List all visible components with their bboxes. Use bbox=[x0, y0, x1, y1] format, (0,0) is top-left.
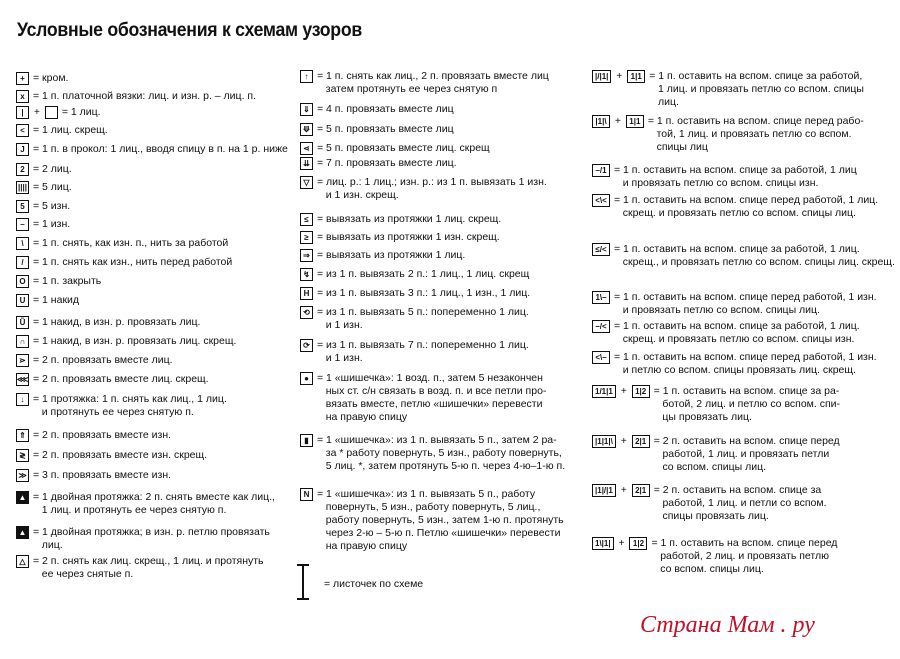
legend-text: = 1 п. закрыть bbox=[33, 275, 102, 287]
legend-text: = 1 п. оставить на вспом. спице перед работой, 2 лиц. и провязать петлю со вспом. спицы лиц. bbox=[651, 537, 838, 575]
col2-entry bbox=[300, 70, 549, 96]
cable-symbol-icon: 1|1 bbox=[627, 70, 645, 83]
stitch-symbol-icon: ⇊ bbox=[300, 157, 313, 170]
col3-symbol-icon bbox=[592, 385, 650, 398]
col3-entry bbox=[592, 115, 864, 154]
legend-text: = 5 п. провязать вместе лиц. скрещ bbox=[317, 142, 490, 154]
col1-entry bbox=[16, 469, 171, 482]
cable-symbol-icon: 1/1|1 bbox=[592, 385, 616, 398]
col2-symbol-icon bbox=[300, 103, 313, 116]
legend-text: = вывязать из протяжки 1 лиц. bbox=[317, 249, 466, 261]
stitch-symbol-icon: ⋘ bbox=[16, 373, 29, 386]
stitch-symbol-icon: ⟳ bbox=[300, 339, 313, 352]
stitch-symbol-icon: ⟱ bbox=[300, 123, 313, 136]
col1-entry bbox=[16, 218, 70, 231]
legend-text: = 2 п. провязать вместе изн. скрещ. bbox=[33, 449, 208, 461]
col1-symbol-icon bbox=[16, 393, 29, 406]
stitch-symbol-icon: + bbox=[16, 72, 29, 85]
col1-entry bbox=[16, 143, 288, 156]
legend-text: = 1 «шишечка»: 1 возд. п., затем 5 незакончен ных ст. с/н связать в возд. п. и все петли про- вязать вместе, петлю «шишечки» перевести на правую спицу bbox=[317, 372, 547, 423]
col3-symbol-icon bbox=[592, 320, 610, 333]
stitch-symbol-icon: – bbox=[16, 218, 29, 231]
col1-entry bbox=[16, 124, 108, 137]
col1-symbol-icon bbox=[16, 275, 29, 288]
col1-entry bbox=[16, 316, 200, 329]
col3-entry bbox=[592, 291, 877, 317]
legend-text: = 1 лиц. скрещ. bbox=[33, 124, 108, 136]
col1-entry bbox=[16, 294, 79, 307]
legend-text: = 1 п. оставить на вспом. спице за работой, 1 лиц и провязать петлю со вспом. спицы изн. bbox=[614, 164, 857, 189]
col2-entry bbox=[300, 306, 529, 332]
col2-entry bbox=[300, 157, 457, 170]
cable-symbol-icon: |1|1|\ bbox=[592, 435, 616, 448]
legend-text: = 1 накид bbox=[33, 294, 80, 306]
legend-text: = 1 п. оставить на вспом. спице перед работой, 1 изн. и петлю со вспом. спицы провязать лиц. скрещ. bbox=[614, 351, 877, 376]
legend-text: = 2 п. провязать вместе изн. bbox=[33, 429, 172, 441]
col1-entry bbox=[16, 449, 207, 462]
legend-text: = 5 п. провязать вместе лиц bbox=[317, 123, 454, 135]
legend-text: = из 1 п. вывязать 2 п.: 1 лиц., 1 лиц. скрещ bbox=[317, 268, 530, 280]
legend-text: = 3 п. провязать вместе изн. bbox=[33, 469, 172, 481]
col2-symbol-icon bbox=[300, 372, 313, 385]
stitch-symbol-icon: ≫ bbox=[16, 469, 29, 482]
col2-symbol-icon bbox=[300, 249, 313, 262]
stitch-symbol-icon: U bbox=[16, 294, 29, 307]
col3-symbol-icon bbox=[592, 484, 650, 497]
col1-entry bbox=[16, 373, 209, 386]
stitch-symbol-icon: ≥ bbox=[300, 231, 313, 244]
col2-entry bbox=[300, 372, 546, 424]
col2-entry bbox=[300, 287, 530, 300]
stitch-symbol-icon: x bbox=[16, 90, 29, 103]
col1-symbol-icon bbox=[16, 237, 29, 250]
cable-symbol-icon: 1|1 bbox=[626, 115, 644, 128]
legend-text: = 1 изн. bbox=[33, 218, 71, 230]
plus-sign: + bbox=[620, 485, 627, 496]
cable-symbol-icon: 1|2 bbox=[632, 385, 650, 398]
col2-entry bbox=[300, 123, 454, 136]
col1-symbol-icon bbox=[16, 294, 29, 307]
col1-symbol-icon bbox=[16, 218, 29, 231]
col3-symbol-icon bbox=[592, 243, 610, 256]
col2-symbol-icon bbox=[300, 306, 313, 319]
col3-symbol-icon bbox=[592, 115, 644, 128]
stitch-symbol-icon: ▮ bbox=[300, 434, 313, 447]
legend-text: = 1 накид, в изн. р. провязать лиц. скрещ. bbox=[33, 335, 237, 347]
col2-entry bbox=[300, 213, 501, 226]
col2-symbol-icon bbox=[300, 231, 313, 244]
stitch-symbol-icon: ⇑ bbox=[16, 429, 29, 442]
legend-text: = 5 изн. bbox=[33, 200, 71, 212]
col1-entry bbox=[16, 429, 171, 442]
col1-entry bbox=[16, 491, 275, 517]
stitch-symbol-icon: ▲ bbox=[16, 491, 29, 504]
col1-entry bbox=[16, 200, 70, 213]
stitch-symbol-icon: / bbox=[16, 256, 29, 269]
col2-symbol-icon bbox=[300, 213, 313, 226]
stitch-symbol-icon: ▽ bbox=[300, 176, 313, 189]
legend-text: = 1 «шишечка»: из 1 п. вывязать 5 п., работу повернуть, 5 изн., работу повернуть, 5 лиц., работу повернуть, 5 изн., затем 1-ю п. протянуть через 2-ю – 5-ю п. Петлю «шишечки» перевести на правую спицу bbox=[317, 488, 564, 552]
leaf-symbol-icon bbox=[302, 564, 304, 600]
col2-entry bbox=[300, 578, 423, 591]
stitch-symbol-icon: \ bbox=[16, 237, 29, 250]
col2-symbol-icon bbox=[300, 176, 313, 189]
col1-entry bbox=[16, 90, 256, 103]
col1-symbol-icon bbox=[16, 469, 29, 482]
legend-text: = 4 п. провязать вместе лиц bbox=[317, 103, 454, 115]
col3-symbol-icon bbox=[592, 291, 610, 304]
col1-symbol-icon bbox=[16, 124, 29, 137]
legend-text: = 1 п. платочной вязки: лиц. и изн. р. – лиц. п. bbox=[33, 90, 257, 102]
plus-sign: + bbox=[34, 107, 40, 118]
legend-text: = 1 лиц. bbox=[61, 106, 101, 118]
col1-symbol-icon bbox=[16, 335, 29, 348]
col1-entry bbox=[16, 181, 72, 194]
col2-entry bbox=[300, 176, 547, 202]
col2-symbol-icon bbox=[300, 488, 313, 501]
legend-text: = листочек по схеме bbox=[324, 578, 424, 590]
legend-text: = 2 п. оставить на вспом. спице за работой, 1 лиц. и петли со вспом. спицы провязать лиц. bbox=[653, 484, 827, 522]
legend-text: = вывязать из протяжки 1 лиц. скрещ. bbox=[317, 213, 502, 225]
col2-entry bbox=[300, 268, 529, 281]
legend-text: = 1 п. в прокол: 1 лиц., вводя спицу в п. на 1 р. ниже bbox=[33, 143, 288, 155]
col3-entry bbox=[592, 164, 857, 190]
cable-symbol-icon: 2|1 bbox=[632, 484, 650, 497]
legend-text: = из 1 п. вывязать 5 п.: попеременно 1 лиц. и 1 изн. bbox=[317, 306, 529, 331]
stitch-symbol-icon: ≷ bbox=[16, 449, 29, 462]
col1-entry bbox=[16, 354, 173, 367]
col2-symbol-icon bbox=[300, 434, 313, 447]
plus-sign: + bbox=[620, 436, 627, 447]
col2-symbol-icon bbox=[300, 287, 313, 300]
legend-text: = 2 п. оставить на вспом. спице перед работой, 1 лиц. и провязать петли со вспом. спицы лиц. bbox=[653, 435, 840, 473]
stitch-symbol-icon: ⟲ bbox=[300, 306, 313, 319]
stitch-symbol-icon: ⇓ bbox=[300, 103, 313, 116]
legend-text: = 5 лиц. bbox=[33, 181, 72, 193]
col1-symbol-icon bbox=[16, 316, 29, 329]
legend-text: = 1 п. оставить на вспом. спице за работой, 1 лиц. скрещ., и провязать петлю со вспом. спицы лиц. скрещ. bbox=[614, 243, 895, 268]
col1-entry bbox=[16, 275, 101, 288]
cable-symbol-icon: 1\– bbox=[592, 291, 610, 304]
stitch-symbol-icon: O bbox=[16, 275, 29, 288]
stitch-symbol-icon: ≤ bbox=[300, 213, 313, 226]
stitch-symbol-icon: ● bbox=[300, 372, 313, 385]
stitch-symbol-icon: ⇒ bbox=[300, 249, 313, 262]
col1-symbol-icon bbox=[16, 181, 29, 194]
col1-symbol-icon bbox=[16, 200, 29, 213]
col1-symbol-icon bbox=[16, 106, 58, 119]
legend-text: = 1 п. оставить на вспом. спице за работой, 1 лиц. скрещ. и провязать петлю со вспом. спицы изн. bbox=[614, 320, 860, 345]
stitch-symbol-icon: 5 bbox=[16, 200, 29, 213]
cable-symbol-icon: <\– bbox=[592, 351, 610, 364]
stitch-symbol-icon: < bbox=[16, 124, 29, 137]
col2-entry bbox=[300, 339, 529, 365]
col1-entry bbox=[16, 555, 264, 581]
legend-text: = из 1 п. вывязать 7 п.: попеременно 1 лиц. и 1 изн. bbox=[317, 339, 529, 364]
col3-entry bbox=[592, 351, 877, 377]
col1-entry bbox=[16, 256, 232, 269]
col1-entry bbox=[16, 106, 101, 119]
col1-entry bbox=[16, 393, 227, 419]
col3-symbol-icon bbox=[592, 435, 650, 448]
col1-symbol-icon bbox=[16, 72, 29, 85]
legend-text: = 1 протяжка: 1 п. снять как лиц., 1 лиц. и протянуть ее через снятую п. bbox=[33, 393, 227, 418]
col1-symbol-icon bbox=[16, 429, 29, 442]
cable-symbol-icon: –/1 bbox=[592, 164, 610, 177]
col1-entry bbox=[16, 237, 228, 250]
legend-text: = 2 п. провязать вместе лиц. скрещ. bbox=[33, 373, 209, 385]
plus-sign: + bbox=[618, 538, 625, 549]
stitch-symbol-icon: ⋖ bbox=[300, 142, 313, 155]
stitch-symbol-icon: |||| bbox=[16, 181, 29, 194]
col3-entry bbox=[592, 484, 827, 523]
col1-symbol-icon bbox=[16, 491, 29, 504]
col1-entry bbox=[16, 335, 236, 348]
stitch-symbol-icon: | bbox=[16, 106, 29, 119]
stitch-symbol-icon: ⋗ bbox=[16, 354, 29, 367]
col2-symbol-icon bbox=[300, 268, 313, 281]
col3-entry bbox=[592, 243, 895, 269]
col2-entry bbox=[300, 231, 500, 244]
stitch-symbol-icon: △ bbox=[16, 555, 29, 568]
legend-text: = 1 п. снять, как изн. п., нить за работой bbox=[33, 237, 229, 249]
col2-entry bbox=[300, 434, 565, 473]
col2-symbol-icon bbox=[300, 123, 313, 136]
col2-symbol-icon bbox=[300, 142, 313, 155]
cable-symbol-icon: –/< bbox=[592, 320, 610, 333]
col1-symbol-icon bbox=[16, 526, 29, 539]
col3-entry bbox=[592, 194, 878, 220]
legend-text: = 2 п. провязать вместе лиц. bbox=[33, 354, 173, 366]
col3-symbol-icon bbox=[592, 70, 645, 83]
col1-entry bbox=[16, 72, 68, 85]
col2-symbol-icon bbox=[300, 157, 313, 170]
stitch-symbol-icon: J bbox=[16, 143, 29, 156]
stitch-symbol-icon: ↑ bbox=[300, 70, 313, 83]
col1-symbol-icon bbox=[16, 143, 29, 156]
col1-entry bbox=[16, 526, 270, 552]
legend-text: = 1 двойная протяжка: 2 п. снять вместе как лиц., 1 лиц. и протянуть ее через снятую п. bbox=[33, 491, 275, 516]
stitch-symbol-icon: 2 bbox=[16, 163, 29, 176]
col1-entry bbox=[16, 163, 72, 176]
cable-symbol-icon: <\< bbox=[592, 194, 610, 207]
stitch-symbol-icon: ↓ bbox=[16, 393, 29, 406]
stitch-symbol-icon: ▲ bbox=[16, 526, 29, 539]
legend-text: = 2 п. снять как лиц. скрещ., 1 лиц. и протянуть ее через снятые п. bbox=[33, 555, 264, 580]
legend-text: = 1 п. оставить на вспом. спице перед работой, 1 лиц. скрещ. и провязать петлю со вспом. спицы лиц. bbox=[614, 194, 879, 219]
col2-symbol-icon bbox=[300, 70, 313, 83]
col3-entry bbox=[592, 70, 864, 109]
col1-symbol-icon bbox=[16, 256, 29, 269]
plus-sign: + bbox=[615, 116, 621, 127]
stitch-symbol-icon: ∩ bbox=[16, 335, 29, 348]
col3-symbol-icon bbox=[592, 537, 647, 550]
col1-symbol-icon bbox=[16, 373, 29, 386]
col1-symbol-icon bbox=[16, 163, 29, 176]
cable-symbol-icon: 1\|1| bbox=[592, 537, 614, 550]
cable-symbol-icon: |/|1| bbox=[592, 70, 611, 83]
col2-entry bbox=[300, 103, 454, 116]
legend-text: = 1 п. оставить на вспом. спице перед рабо- той, 1 лиц. и провязать петлю со вспом. спицы лиц bbox=[647, 115, 864, 153]
col1-symbol-icon bbox=[16, 449, 29, 462]
cable-symbol-icon: ≤/< bbox=[592, 243, 610, 256]
legend-text: = 7 п. провязать вместе лиц. bbox=[317, 157, 457, 169]
stitch-symbol-icon bbox=[45, 106, 58, 119]
legend-text: = 1 двойная протяжка; в изн. р. петлю провязать лиц. bbox=[33, 526, 270, 551]
legend-text: = 1 накид, в изн. р. провязать лиц. bbox=[33, 316, 201, 328]
legend-text: = кром. bbox=[33, 72, 69, 84]
legend-text: = 2 лиц. bbox=[33, 163, 72, 175]
col3-entry bbox=[592, 435, 840, 474]
stitch-symbol-icon: H bbox=[300, 287, 313, 300]
cable-symbol-icon: |1|/|1 bbox=[592, 484, 616, 497]
col3-entry bbox=[592, 537, 837, 576]
stitch-symbol-icon: ↯ bbox=[300, 268, 313, 281]
plus-sign: + bbox=[620, 386, 627, 397]
col2-symbol-icon bbox=[300, 339, 313, 352]
legend-text: = 1 п. оставить на вспом. спице за ра- ботой, 2 лиц. и петлю со вспом. спи- цы провязать лиц. bbox=[653, 385, 841, 423]
plus-sign: + bbox=[616, 71, 623, 82]
col3-entry bbox=[592, 320, 860, 346]
legend-text: = из 1 п. вывязать 3 п.: 1 лиц., 1 изн., 1 лиц. bbox=[317, 287, 531, 299]
stitch-symbol-icon: N bbox=[300, 488, 313, 501]
col2-entry bbox=[300, 249, 465, 262]
legend-text: = лиц. р.: 1 лиц.; изн. р.: из 1 п. вывязать 1 изн. и 1 изн. скрещ. bbox=[317, 176, 547, 201]
col3-symbol-icon bbox=[592, 164, 610, 177]
page-title: Условные обозначения к схемам узоров bbox=[17, 20, 362, 41]
watermark: Страна Мам . ру bbox=[640, 612, 815, 638]
col3-entry bbox=[592, 385, 840, 424]
cable-symbol-icon: 2|1 bbox=[632, 435, 650, 448]
col1-symbol-icon bbox=[16, 90, 29, 103]
legend-text: = 1 п. снять как изн., нить перед работой bbox=[33, 256, 233, 268]
legend-text: = 1 п. снять как лиц., 2 п. провязать вместе лиц затем протянуть ее через снятую п bbox=[317, 70, 549, 95]
col3-symbol-icon bbox=[592, 351, 610, 364]
legend-text: = 1 п. оставить на вспом. спице за работой, 1 лиц. и провязать петлю со вспом. спицы лиц. bbox=[649, 70, 864, 108]
col2-entry bbox=[300, 142, 490, 155]
cable-symbol-icon: |1|\ bbox=[592, 115, 610, 128]
legend-text: = 1 «шишечка»: из 1 п. вывязать 5 п., затем 2 ра- за * работу повернуть, 5 изн., работу повернуть, 5 лиц. *, затем протянуть 5-ю п. через 4-ю–1-ю п. bbox=[317, 434, 566, 472]
cable-symbol-icon: 1|2 bbox=[629, 537, 647, 550]
legend-text: = вывязать из протяжки 1 изн. скрещ. bbox=[317, 231, 500, 243]
col1-symbol-icon bbox=[16, 354, 29, 367]
col3-symbol-icon bbox=[592, 194, 610, 207]
col1-symbol-icon bbox=[16, 555, 29, 568]
col2-entry bbox=[300, 488, 564, 553]
stitch-symbol-icon: Ũ bbox=[16, 316, 29, 329]
legend-text: = 1 п. оставить на вспом. спице перед работой, 1 изн. и провязать петлю со вспом. спицы лиц. bbox=[614, 291, 877, 316]
